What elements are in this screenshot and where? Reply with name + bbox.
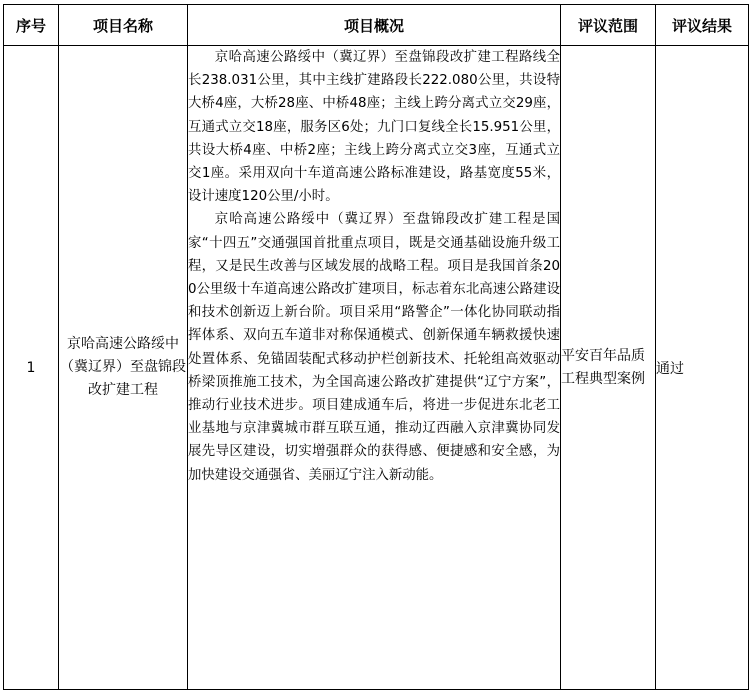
review-table — [3, 4, 749, 690]
header-result: 评议结果 — [656, 5, 749, 46]
table-row — [4, 46, 749, 690]
header-no: 序号 — [4, 5, 59, 46]
overview-paragraph-2: 京哈高速公路绥中（冀辽界）至盘锦段改扩建工程是国家“十四五”交通强国首批重点项目，既是交通基础设施升级工程，又是民生改善与区域发展的战略工程。项目是我国首条200公里级十车道高速公路改扩建项目，标志着东北高速公路建设和技术创新迈上新台阶。项目采用“路警企”一体化协同联动指挥体系、双向五车道非对称保通模式、创新保通车辆救援快速处置体系、免锚固装配式移动护栏创新技术、托轮组高效驱动桥梁顶推施工技术，为全国高速公路改扩建提供“辽宁方案”，推动行业技术进步。项目建成通车后，将进一步促进东北老工业基地与京津冀城市群互联互通，推动辽西融入京津冀协同发展先导区建设，切实增强群众的获得感、便捷感和安全感，为加快建设交通强省、美丽辽宁注入新动能。 — [188, 212, 560, 483]
cell-no: 1 — [4, 46, 59, 690]
cell-project-name: 京哈高速公路绥中（冀辽界）至盘锦段改扩建工程 — [59, 46, 188, 690]
cell-review-scope: 平安百年品质工程典型案例 — [561, 46, 656, 690]
header-name: 项目名称 — [59, 5, 188, 46]
cell-project-overview — [188, 46, 561, 690]
cell-review-result: 通过 — [656, 46, 749, 690]
overview-paragraph-1: 京哈高速公路绥中（冀辽界）至盘锦段改扩建工程路线全长238.031公里，其中主线扩建路段长222.080公里，共设特大桥4座，大桥28座、中桥48座；主线上跨分离式立交29座，互通式立交18座，服务区6处；九门口复线全长15.951公里，共设大桥4座、中桥2座；主线上跨分离式立交3座，互通式立交1座。采用双向十车道高速公路标准建设，路基宽度55米，设计速度120公里/小时。 — [188, 50, 560, 205]
header-overview: 项目概况 — [188, 5, 561, 46]
header-row — [4, 5, 749, 46]
header-scope: 评议范围 — [561, 5, 656, 46]
